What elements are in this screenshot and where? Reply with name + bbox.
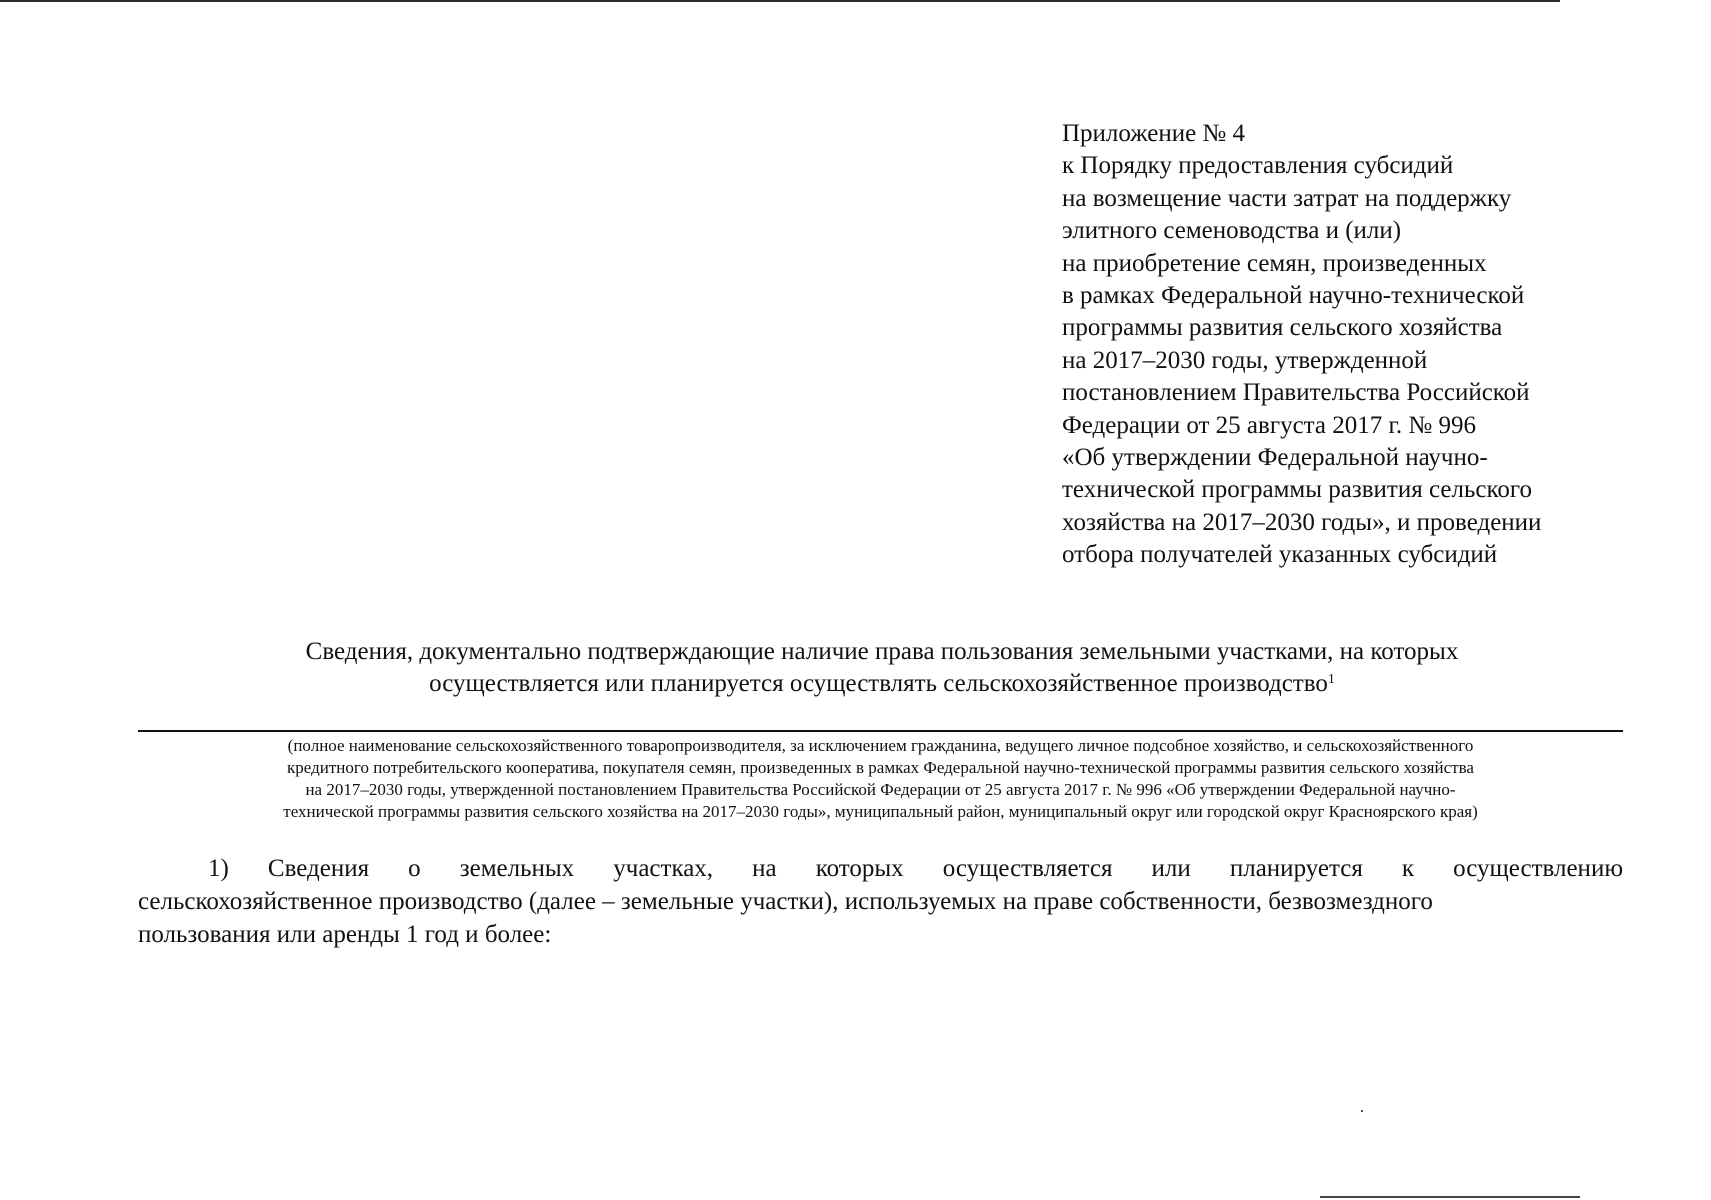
appendix-line: постановлением Правительства Российской	[1062, 379, 1530, 407]
appendix-line: на возмещение части затрат на поддержку	[1062, 184, 1512, 212]
scan-top-edge	[0, 0, 1560, 2]
appendix-line: к Порядку предоставления субсидий	[1062, 152, 1454, 180]
caption-line: кредитного потребительского кооператива, покупателя семян, произведенных в рамках Федеральной научно-технической программы развития сельского хозяйства	[287, 758, 1474, 777]
appendix-line: хозяйства на 2017–2030 годы», и проведении	[1062, 508, 1542, 536]
appendix-line: на 2017–2030 годы, утвержденной	[1062, 346, 1428, 374]
caption-line: на 2017–2030 годы, утвержденной постановлением Правительства Российской Федерации от 25 августа 2017 г. № 996 «Об утверждении Федеральной научно-	[305, 780, 1456, 799]
caption-line: (полное наименование сельскохозяйственного товаропроизводителя, за исключением гражданина, ведущего личное подсобное хозяйство, и сельскохозяйственного	[287, 736, 1474, 755]
appendix-line: технической программы развития сельского	[1062, 476, 1532, 504]
section-1-line-2: сельскохозяйственное производство (далее – земельные участки), используемых на праве собственности, безвозмездного	[138, 888, 1433, 915]
section-1-line-3: пользования или аренды 1 год и более:	[138, 921, 552, 948]
document-title-line-1: Сведения, документально подтверждающие наличие права пользования земельными участками, на которых	[305, 638, 1459, 665]
appendix-line: отбора получателей указанных субсидий	[1062, 541, 1498, 569]
document-title-line-2	[140, 668, 1624, 700]
scan-speck	[1361, 1110, 1363, 1112]
appendix-line: элитного семеноводства и (или)	[1062, 217, 1402, 245]
appendix-line: «Об утверждении Федеральной научно-	[1062, 444, 1488, 472]
scan-bottom-edge	[1320, 1196, 1580, 1198]
organization-name-caption	[138, 735, 1623, 823]
organization-name-field-line	[138, 730, 1623, 732]
appendix-line: на приобретение семян, произведенных	[1062, 249, 1487, 277]
document-title	[140, 636, 1624, 700]
appendix-line: Приложение № 4	[1062, 120, 1246, 147]
document-title-line-2-text: осуществляется или планируется осуществлять сельскохозяйственное производство	[429, 670, 1328, 697]
appendix-header	[1062, 118, 1702, 572]
footnote-mark: 1	[1327, 672, 1335, 687]
appendix-line: программы развития сельского хозяйства	[1062, 314, 1503, 342]
section-1-line-1: 1) Сведения о земельных участках, на которых осуществляется или планируется к осуществлению	[208, 855, 1623, 882]
appendix-line: в рамках Федеральной научно-технической	[1062, 282, 1525, 310]
appendix-line: Федерации от 25 августа 2017 г. № 996	[1062, 411, 1477, 439]
section-1-paragraph	[138, 852, 1623, 951]
caption-line: технической программы развития сельского хозяйства на 2017–2030 годы», муниципальный район, муниципальный округ или городской округ Красноярского края)	[283, 802, 1478, 821]
